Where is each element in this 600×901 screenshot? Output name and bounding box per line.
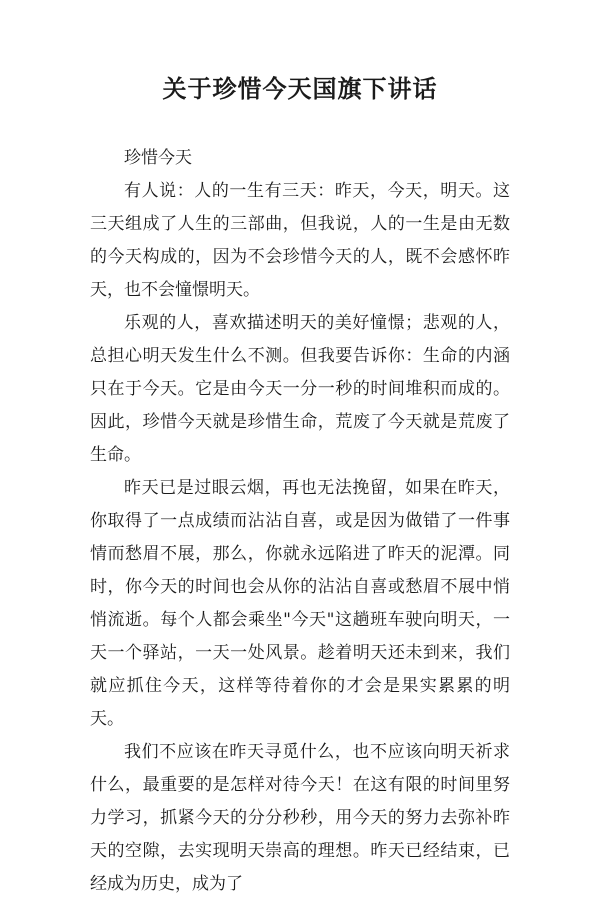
paragraph: 我们不应该在昨天寻觅什么，也不应该向明天祈求什么，最重要的是怎样对待今天！在这有限的时间里努力学习，抓紧今天的分分秒秒，用今天的努力去弥补昨天的空隙，去实现明天崇高的理想。昨天已经结束，已经成为历史，成为了 (90, 742, 510, 894)
paragraph: 有人说：人的一生有三天：昨天，今天，明天。这三天组成了人生的三部曲，但我说，人的一生是由无数的今天构成的，因为不会珍惜今天的人，既不会感怀昨天，也不会憧憬明天。 (90, 181, 510, 300)
section-subtitle: 珍惜今天 (124, 148, 192, 168)
document-body (90, 142, 510, 901)
paragraph: 昨天已是过眼云烟，再也无法挽留，如果在昨天，你取得了一点成绩而沾沾自喜，或是因为做错了一件事情而愁眉不展，那么，你就永远陷进了昨天的泥潭。同时，你今天的时间也会从你的沾沾自喜或愁眉不展中悄悄流逝。每个人都会乘坐"今天"这趟班车驶向明天，一天一个驿站，一天一处风景。趁着明天还未到来，我们就应抓住今天，这样等待着你的才会是果实累累的明天。 (90, 478, 510, 729)
paragraph: 乐观的人，喜欢描述明天的美好憧憬；悲观的人，总担心明天发生什么不测。但我要告诉你：生命的内涵只在于今天。它是由今天一分一秒的时间堆积而成的。因此，珍惜今天就是珍惜生命，荒废了今天就是荒废了生命。 (90, 313, 510, 465)
page-title: 关于珍惜今天国旗下讲话 (162, 74, 438, 103)
